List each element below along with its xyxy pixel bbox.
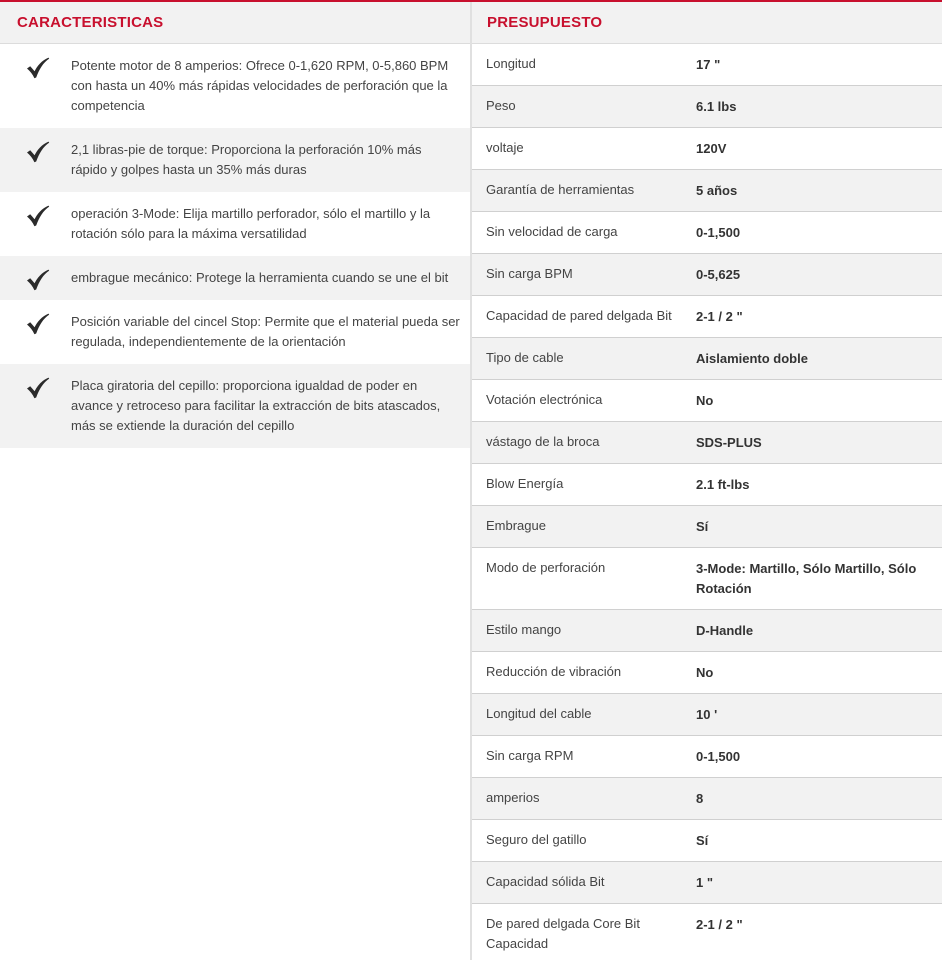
checkmark-icon: [26, 377, 50, 399]
spec-row: [472, 548, 942, 610]
feature-item: [0, 256, 470, 300]
feature-text: Placa giratoria del cepillo: proporciona igualdad de poder en avance y retroceso para facilitar la extracción de bits atascados, más se extiende la duración del cepillo: [71, 378, 441, 433]
spec-label: vástago de la broca: [486, 434, 600, 449]
spec-value: 2.1 ft-lbs: [696, 477, 750, 492]
spec-value: 2-1 / 2 ": [696, 917, 743, 932]
spec-row: [472, 86, 942, 128]
spec-value: 0-1,500: [696, 749, 741, 764]
spec-value: 3-Mode: Martillo, Sólo Martillo, Sólo Rotación: [696, 561, 917, 596]
spec-value: D-Handle: [696, 623, 754, 638]
specs-panel: [472, 2, 942, 964]
spec-row: [472, 506, 942, 548]
feature-item: [0, 364, 470, 448]
spec-label: Tipo de cable: [486, 350, 564, 365]
spec-row: [472, 380, 942, 422]
spec-row: [472, 778, 942, 820]
specs-title: PRESUPUESTO: [487, 14, 603, 31]
spec-label: Peso: [486, 98, 516, 113]
spec-row: [472, 338, 942, 380]
feature-item: [0, 128, 470, 192]
spec-label: Sin carga RPM: [486, 748, 574, 763]
spec-value: 5 años: [696, 183, 738, 198]
feature-text: Potente motor de 8 amperios: Ofrece 0-1,620 RPM, 0-5,860 BPM con hasta un 40% más rápidas velocidades de perforación que la competencia: [71, 58, 449, 113]
spec-row: [472, 296, 942, 338]
spec-row: [472, 212, 942, 254]
spec-row: [472, 610, 942, 652]
spec-label: De pared delgada Core Bit Capacidad: [486, 916, 640, 951]
specs-header: [472, 2, 942, 44]
feature-text: operación 3-Mode: Elija martillo perforador, sólo el martillo y la rotación sólo para la máxima versatilidad: [71, 206, 431, 241]
spec-value: No: [696, 393, 714, 408]
feature-text: embrague mecánico: Protege la herramienta cuando se une el bit: [71, 270, 449, 285]
features-panel: [0, 2, 470, 448]
spec-label: Reducción de vibración: [486, 664, 622, 679]
spec-value: Sí: [696, 833, 709, 848]
features-title: CARACTERISTICAS: [17, 14, 164, 31]
spec-value: 2-1 / 2 ": [696, 309, 743, 324]
spec-value: 120V: [696, 141, 727, 156]
spec-label: Garantía de herramientas: [486, 182, 635, 197]
spec-value: 8: [696, 791, 704, 806]
spec-label: Longitud: [486, 56, 536, 71]
spec-row: [472, 170, 942, 212]
spec-value: SDS-PLUS: [696, 435, 762, 450]
checkmark-icon: [26, 205, 50, 227]
spec-value: 6.1 lbs: [696, 99, 737, 114]
spec-row: [472, 422, 942, 464]
spec-label: Estilo mango: [486, 622, 562, 637]
feature-item: [0, 44, 470, 128]
spec-row: [472, 694, 942, 736]
checkmark-icon: [26, 269, 50, 291]
spec-label: Longitud del cable: [486, 706, 592, 721]
feature-item: [0, 300, 470, 364]
spec-label: Capacidad de pared delgada Bit: [486, 308, 672, 323]
spec-row: [472, 652, 942, 694]
spec-value: Aislamiento doble: [696, 351, 808, 366]
spec-label: amperios: [486, 790, 540, 805]
spec-label: Sin velocidad de carga: [486, 224, 618, 239]
spec-row: [472, 862, 942, 904]
spec-row: [472, 44, 942, 86]
spec-label: voltaje: [486, 140, 524, 155]
checkmark-icon: [26, 57, 50, 79]
spec-row: [472, 254, 942, 296]
spec-value: 1 ": [696, 875, 714, 890]
features-header: [0, 2, 470, 44]
specs-table: [472, 44, 942, 964]
spec-row: [472, 464, 942, 506]
spec-value: 17 ": [696, 57, 721, 72]
spec-value: No: [696, 665, 714, 680]
spec-row: [472, 820, 942, 862]
spec-row: [472, 904, 942, 964]
spec-label: Embrague: [486, 518, 546, 533]
features-list: [0, 44, 470, 448]
spec-row: [472, 736, 942, 778]
spec-label: Blow Energía: [486, 476, 564, 491]
spec-label: Seguro del gatillo: [486, 832, 587, 847]
checkmark-icon: [26, 141, 50, 163]
spec-value: 0-1,500: [696, 225, 741, 240]
spec-value: 10 ': [696, 707, 718, 722]
spec-value: 0-5,625: [696, 267, 741, 282]
spec-label: Votación electrónica: [486, 392, 603, 407]
feature-text: Posición variable del cincel Stop: Permite que el material pueda ser regulada, independientemente de la orientación: [71, 314, 460, 349]
spec-label: Modo de perforación: [486, 560, 606, 575]
checkmark-icon: [26, 313, 50, 335]
spec-label: Sin carga BPM: [486, 266, 573, 281]
spec-label: Capacidad sólida Bit: [486, 874, 605, 889]
feature-text: 2,1 libras-pie de torque: Proporciona la perforación 10% más rápido y golpes hasta un 35% más duras: [71, 142, 422, 177]
spec-value: Sí: [696, 519, 709, 534]
feature-item: [0, 192, 470, 256]
spec-row: [472, 128, 942, 170]
